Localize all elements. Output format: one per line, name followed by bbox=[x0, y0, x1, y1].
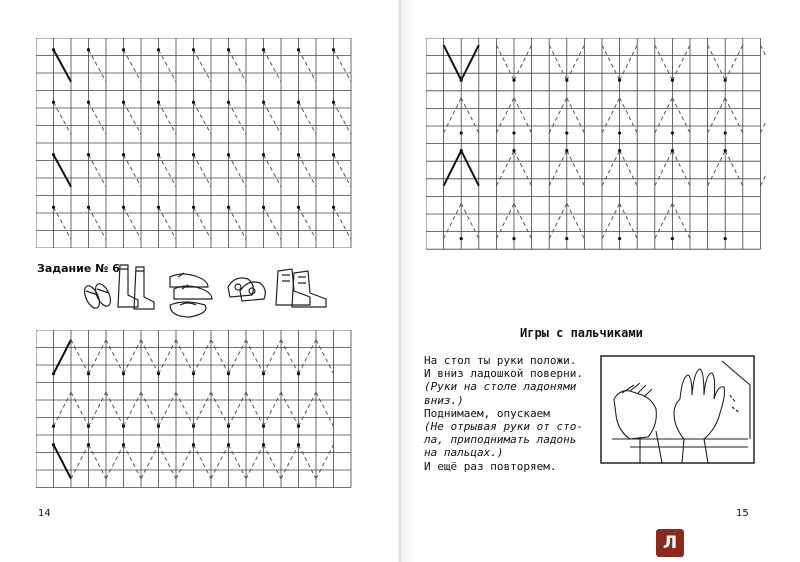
trace-stroke bbox=[159, 392, 177, 426]
start-dot bbox=[297, 425, 300, 428]
shoes-illustration bbox=[70, 255, 330, 325]
grid-lines bbox=[36, 330, 351, 488]
rubber-boots-icon bbox=[118, 265, 154, 309]
trace-stroke bbox=[71, 392, 89, 426]
trace-stroke bbox=[124, 50, 142, 82]
start-dot bbox=[157, 443, 160, 446]
start-dot bbox=[157, 101, 160, 104]
start-dot bbox=[618, 149, 621, 152]
poem-line: вниз.) bbox=[424, 393, 464, 407]
trace-stroke bbox=[655, 151, 673, 186]
trace-stroke bbox=[299, 445, 317, 479]
trace-stroke bbox=[461, 98, 479, 133]
tracing-grid-zigzag bbox=[36, 330, 356, 500]
start-dot bbox=[87, 372, 90, 375]
start-dot bbox=[332, 153, 335, 156]
trace-stroke bbox=[211, 392, 229, 426]
trace-stroke bbox=[299, 207, 317, 239]
start-dot bbox=[671, 149, 674, 152]
trace-stroke bbox=[496, 203, 514, 238]
trace-stroke bbox=[602, 45, 620, 80]
start-dot bbox=[52, 372, 55, 375]
trace-stroke bbox=[299, 102, 317, 134]
trace-stroke bbox=[141, 340, 159, 374]
poem-line: (Руки на столе ладонями bbox=[424, 380, 577, 394]
trace-stroke bbox=[461, 203, 479, 238]
publisher-logo: Л bbox=[656, 529, 684, 557]
trace-stroke bbox=[299, 392, 317, 426]
trace-stroke bbox=[334, 207, 352, 239]
trace-stroke bbox=[602, 98, 620, 133]
trace-stroke bbox=[106, 340, 124, 374]
poem-text bbox=[424, 354, 583, 473]
kids-sandals-icon bbox=[228, 278, 265, 301]
sample-stroke bbox=[54, 155, 72, 187]
trace-stroke bbox=[708, 45, 726, 80]
trace-stroke bbox=[549, 203, 567, 238]
start-dot bbox=[262, 372, 265, 375]
sample-stroke bbox=[444, 151, 462, 186]
start-dot bbox=[565, 237, 568, 240]
ankle-boots-icon bbox=[276, 269, 326, 307]
trace-stroke bbox=[725, 45, 743, 80]
start-dot bbox=[297, 48, 300, 51]
start-dot bbox=[297, 372, 300, 375]
trace-stroke bbox=[89, 50, 107, 82]
trace-stroke bbox=[211, 445, 229, 479]
trace-strokes bbox=[52, 340, 334, 479]
trace-stroke bbox=[620, 151, 638, 186]
poem-line: (Не отрывая руки от сто- bbox=[424, 420, 583, 434]
trace-stroke bbox=[89, 340, 107, 374]
sample-stroke bbox=[444, 45, 462, 80]
trace-stroke bbox=[567, 45, 585, 80]
start-dot bbox=[724, 131, 727, 134]
tracing-grid-v-shapes bbox=[426, 38, 766, 260]
trace-stroke bbox=[194, 50, 212, 82]
trace-stroke bbox=[760, 45, 766, 80]
trace-stroke bbox=[194, 207, 212, 239]
trace-stroke bbox=[176, 445, 194, 479]
trace-strokes bbox=[52, 48, 351, 239]
trace-stroke bbox=[549, 151, 567, 186]
start-dot bbox=[297, 206, 300, 209]
trace-stroke bbox=[514, 45, 532, 80]
start-dot bbox=[460, 149, 463, 152]
trace-stroke bbox=[672, 98, 690, 133]
start-dot bbox=[157, 48, 160, 51]
start-dot bbox=[192, 372, 195, 375]
start-dot bbox=[724, 237, 727, 240]
trace-stroke bbox=[567, 203, 585, 238]
start-dot bbox=[565, 131, 568, 134]
trace-stroke bbox=[672, 45, 690, 80]
trace-stroke bbox=[124, 102, 142, 134]
trace-stroke bbox=[229, 102, 247, 134]
start-dot bbox=[87, 425, 90, 428]
trace-stroke bbox=[141, 392, 159, 426]
trace-stroke bbox=[655, 98, 673, 133]
sample-stroke bbox=[54, 50, 72, 82]
trace-stroke bbox=[444, 98, 462, 133]
trace-stroke bbox=[194, 392, 212, 426]
trace-stroke bbox=[246, 445, 264, 479]
start-dot bbox=[297, 101, 300, 104]
start-dot bbox=[122, 372, 125, 375]
trace-stroke bbox=[229, 445, 247, 479]
sandals-icon bbox=[81, 282, 113, 311]
start-dot bbox=[262, 101, 265, 104]
start-dot bbox=[52, 206, 55, 209]
trace-stroke bbox=[124, 392, 142, 426]
start-dot bbox=[227, 101, 230, 104]
start-dot bbox=[262, 443, 265, 446]
trace-stroke bbox=[106, 445, 124, 479]
trace-stroke bbox=[444, 203, 462, 238]
trace-stroke bbox=[54, 392, 72, 426]
trace-stroke bbox=[124, 340, 142, 374]
start-dot bbox=[192, 48, 195, 51]
trace-stroke bbox=[194, 445, 212, 479]
poem-line: Поднимаем, опускаем bbox=[424, 406, 550, 420]
start-dot bbox=[227, 372, 230, 375]
trace-stroke bbox=[672, 151, 690, 186]
trace-stroke bbox=[71, 340, 89, 374]
trace-stroke bbox=[211, 340, 229, 374]
trace-stroke bbox=[229, 392, 247, 426]
start-dot bbox=[122, 101, 125, 104]
page-shadow bbox=[400, 0, 414, 562]
trace-stroke bbox=[159, 102, 177, 134]
start-dot bbox=[227, 206, 230, 209]
start-dot bbox=[52, 153, 55, 156]
slippers-icon bbox=[170, 302, 206, 317]
start-dot bbox=[460, 79, 463, 82]
start-dot bbox=[262, 48, 265, 51]
trace-stroke bbox=[299, 155, 317, 187]
page-number-left: 14 bbox=[38, 508, 51, 519]
trace-stroke bbox=[246, 340, 264, 374]
trace-stroke bbox=[602, 203, 620, 238]
poem-line: На стол ты руки положи. bbox=[424, 354, 577, 367]
trace-stroke bbox=[725, 151, 743, 186]
trace-stroke bbox=[264, 207, 282, 239]
trace-stroke bbox=[124, 445, 142, 479]
start-dot bbox=[87, 48, 90, 51]
trace-stroke bbox=[567, 151, 585, 186]
start-dot bbox=[724, 79, 727, 82]
trace-stroke bbox=[316, 340, 334, 374]
start-dot bbox=[192, 443, 195, 446]
trace-stroke bbox=[194, 102, 212, 134]
trace-stroke bbox=[620, 45, 638, 80]
start-dot bbox=[192, 153, 195, 156]
trace-stroke bbox=[334, 155, 352, 187]
trace-stroke bbox=[655, 203, 673, 238]
trace-stroke bbox=[176, 392, 194, 426]
trace-stroke bbox=[106, 392, 124, 426]
trace-stroke bbox=[89, 207, 107, 239]
trace-stroke bbox=[246, 392, 264, 426]
hands-on-table-illustration bbox=[600, 355, 755, 464]
sample-stroke bbox=[54, 340, 72, 374]
start-dot bbox=[262, 425, 265, 428]
trace-stroke bbox=[71, 445, 89, 479]
trace-stroke bbox=[194, 155, 212, 187]
trace-stroke bbox=[89, 155, 107, 187]
page-number-right: 15 bbox=[736, 508, 749, 519]
trace-stroke bbox=[159, 155, 177, 187]
task-label: Задание № 6 bbox=[37, 262, 120, 275]
start-dot bbox=[227, 425, 230, 428]
trace-stroke bbox=[281, 445, 299, 479]
book-spine bbox=[398, 0, 402, 562]
start-dot bbox=[724, 149, 727, 152]
trace-stroke bbox=[124, 207, 142, 239]
trace-stroke bbox=[708, 151, 726, 186]
start-dot bbox=[512, 149, 515, 152]
start-dot bbox=[122, 425, 125, 428]
grid-lines bbox=[426, 38, 760, 249]
start-dot bbox=[512, 237, 515, 240]
sample-stroke bbox=[54, 445, 72, 479]
trace-stroke bbox=[496, 45, 514, 80]
start-dot bbox=[332, 101, 335, 104]
trace-strokes bbox=[444, 45, 766, 240]
start-dot bbox=[512, 131, 515, 134]
start-dot bbox=[565, 149, 568, 152]
start-dot bbox=[122, 48, 125, 51]
start-dot bbox=[671, 79, 674, 82]
trace-stroke bbox=[334, 50, 352, 82]
start-dot bbox=[192, 101, 195, 104]
start-dot bbox=[87, 443, 90, 446]
sample-stroke bbox=[461, 45, 479, 80]
trace-stroke bbox=[549, 98, 567, 133]
trace-stroke bbox=[620, 98, 638, 133]
start-dot bbox=[671, 131, 674, 134]
start-dot bbox=[157, 153, 160, 156]
trace-stroke bbox=[316, 445, 334, 479]
trace-stroke bbox=[316, 392, 334, 426]
trace-stroke bbox=[514, 203, 532, 238]
trace-stroke bbox=[567, 98, 585, 133]
start-dot bbox=[618, 79, 621, 82]
trace-stroke bbox=[54, 102, 72, 134]
trace-stroke bbox=[281, 340, 299, 374]
trace-stroke bbox=[655, 45, 673, 80]
tracing-grid-slants bbox=[36, 38, 356, 248]
loafers-icon bbox=[170, 273, 212, 299]
poem-title: Игры с пальчиками bbox=[520, 326, 643, 340]
start-dot bbox=[87, 206, 90, 209]
start-dot bbox=[227, 443, 230, 446]
trace-stroke bbox=[264, 445, 282, 479]
start-dot bbox=[87, 101, 90, 104]
trace-stroke bbox=[496, 151, 514, 186]
trace-stroke bbox=[159, 50, 177, 82]
trace-stroke bbox=[334, 102, 352, 134]
trace-stroke bbox=[124, 155, 142, 187]
start-dot bbox=[157, 206, 160, 209]
start-dot bbox=[227, 153, 230, 156]
trace-stroke bbox=[549, 45, 567, 80]
poem-line: И вниз ладошкой поверни. bbox=[424, 367, 583, 381]
poem-line: И ещё раз повторяем. bbox=[424, 459, 557, 473]
start-dot bbox=[192, 206, 195, 209]
trace-stroke bbox=[496, 98, 514, 133]
trace-stroke bbox=[672, 203, 690, 238]
start-dot bbox=[122, 206, 125, 209]
start-dot bbox=[512, 79, 515, 82]
start-dot bbox=[297, 443, 300, 446]
trace-stroke bbox=[602, 151, 620, 186]
poem-line: на пальцах.) bbox=[424, 446, 504, 460]
start-dot bbox=[52, 443, 55, 446]
trace-stroke bbox=[159, 207, 177, 239]
trace-stroke bbox=[229, 207, 247, 239]
trace-stroke bbox=[176, 340, 194, 374]
start-dot bbox=[157, 372, 160, 375]
start-dot bbox=[565, 79, 568, 82]
start-dot bbox=[192, 425, 195, 428]
trace-stroke bbox=[760, 151, 766, 186]
sample-stroke bbox=[461, 151, 479, 186]
start-dot bbox=[122, 153, 125, 156]
start-dot bbox=[332, 48, 335, 51]
trace-stroke bbox=[514, 98, 532, 133]
trace-stroke bbox=[264, 102, 282, 134]
start-dot bbox=[52, 48, 55, 51]
trace-stroke bbox=[299, 340, 317, 374]
trace-stroke bbox=[514, 151, 532, 186]
trace-stroke bbox=[229, 340, 247, 374]
start-dot bbox=[262, 153, 265, 156]
start-dot bbox=[87, 153, 90, 156]
start-dot bbox=[618, 131, 621, 134]
start-dot bbox=[122, 443, 125, 446]
trace-stroke bbox=[229, 155, 247, 187]
trace-stroke bbox=[141, 445, 159, 479]
trace-stroke bbox=[760, 98, 766, 133]
trace-stroke bbox=[264, 392, 282, 426]
start-dot bbox=[297, 153, 300, 156]
trace-stroke bbox=[725, 98, 743, 133]
start-dot bbox=[227, 48, 230, 51]
trace-stroke bbox=[89, 392, 107, 426]
trace-stroke bbox=[194, 340, 212, 374]
trace-stroke bbox=[159, 340, 177, 374]
trace-stroke bbox=[54, 207, 72, 239]
trace-stroke bbox=[281, 392, 299, 426]
start-dot bbox=[52, 425, 55, 428]
trace-stroke bbox=[89, 445, 107, 479]
trace-stroke bbox=[264, 155, 282, 187]
start-dot bbox=[332, 206, 335, 209]
start-dot bbox=[460, 237, 463, 240]
trace-stroke bbox=[89, 102, 107, 134]
trace-stroke bbox=[620, 203, 638, 238]
poem-line: ла, приподнимать ладонь bbox=[424, 433, 577, 447]
trace-stroke bbox=[708, 98, 726, 133]
start-dot bbox=[460, 131, 463, 134]
trace-stroke bbox=[264, 340, 282, 374]
start-dot bbox=[618, 237, 621, 240]
trace-stroke bbox=[159, 445, 177, 479]
trace-stroke bbox=[299, 50, 317, 82]
trace-stroke bbox=[264, 50, 282, 82]
start-dot bbox=[671, 237, 674, 240]
start-dot bbox=[157, 425, 160, 428]
start-dot bbox=[262, 206, 265, 209]
start-dot bbox=[52, 101, 55, 104]
trace-stroke bbox=[229, 50, 247, 82]
